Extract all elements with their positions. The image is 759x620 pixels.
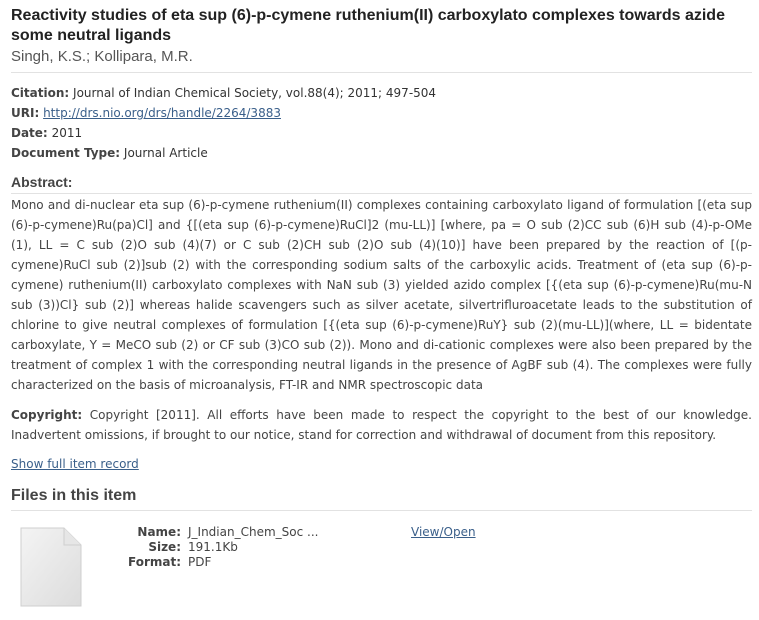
file-metadata [111, 525, 318, 570]
citation-row [11, 83, 752, 103]
file-name-row [111, 525, 318, 540]
file-name-value: J_Indian_Chem_Soc ... [188, 525, 319, 539]
file-document-icon[interactable] [20, 527, 82, 607]
file-format-label: Format: [127, 555, 181, 569]
date-value: 2011 [51, 126, 83, 140]
copyright-label: Copyright: [11, 408, 83, 422]
date-row [11, 123, 752, 143]
file-format-row [111, 555, 318, 570]
doctype-row [11, 143, 752, 163]
doctype-value: Journal Article [123, 146, 208, 160]
view-open-link[interactable]: View/Open [411, 525, 476, 539]
uri-label: URI: [11, 106, 40, 120]
show-full-record-link[interactable]: Show full item record [11, 457, 139, 471]
date-label: Date: [11, 126, 48, 140]
copyright-block [11, 405, 752, 445]
files-heading: Files in this item [11, 486, 752, 511]
file-size-label: Size: [148, 540, 181, 554]
file-item [11, 525, 752, 620]
file-size-value: 191.1Kb [188, 540, 238, 554]
item-metadata [11, 83, 752, 163]
uri-link[interactable]: http://drs.nio.org/drs/handle/2264/3883 [43, 106, 281, 120]
item-title: Reactivity studies of eta sup (6)-p-cymene ruthenium(II) carboxylato complexes towards azide some neutral ligands [11, 7, 725, 44]
abstract-heading: Abstract: [11, 173, 752, 194]
citation-value: Journal of Indian Chemical Society, vol.88(4); 2011; 497-504 [73, 86, 437, 100]
citation-label: Citation: [11, 86, 70, 100]
doctype-label: Document Type: [11, 146, 121, 160]
file-format-value: PDF [188, 555, 212, 569]
abstract-text: Mono and di-nuclear eta sup (6)-p-cymene ruthenium(II) complexes containing carboxylato ligand of formulation [(eta sup (6)-p-cymene)Ru(pa)Cl] and {[(eta sup (6)-p-cymene)RuCl]2 (mu-LL)] [where, pa = O sub (2)CC sub (6)H sub (4)-p-OMe (1), LL = C sub (2)O sub (4)(7) or C sub (2)CH sub (2)O sub (4)(10)] have been prepared by the reaction of [(p-cymene)RuCl sub (2)]sub (2) with the corresponding sodium salts of the carboxylic acids. Treatment of (eta sup (6)-p-cymene) ruthenium(II) carboxylato complexes with NaN sub (3) yielded azido complex [{(eta sup (6)-p-cymene)Ru(mu-N sub (3))Cl} sub (2)] whereas halide scavengers such as silver acetate, silvertrifluroacetate leads to the substitution of chlorine to give neutral complexes of formulation [{(eta sup (6)-p-cymene)RuY} sub (2)(mu-LL)](where, LL = bidentate carboxylate, Y = MeCO sub (2) or CF sub (3)CO sub (2)). Mono and di-cationic complexes were also been prepared by the treatment of complex 1 with the corresponding neutral ligands in the presence of AgBF sub (4). The complexes were fully characterized on the basis of microanalysis, FT-IR and NMR spectroscopic data [11, 198, 752, 392]
item-authors: Singh, K.S.; Kollipara, M.R. [11, 47, 752, 73]
file-size-row [111, 540, 318, 555]
uri-row [11, 103, 752, 123]
copyright-text: Copyright [2011]. All efforts have been made to respect the copyright to the best of our knowledge. Inadvertent omissions, if brought to our notice, stand for correction and withdrawal of document from this repository. [11, 408, 752, 442]
file-name-label: Name: [137, 525, 181, 539]
